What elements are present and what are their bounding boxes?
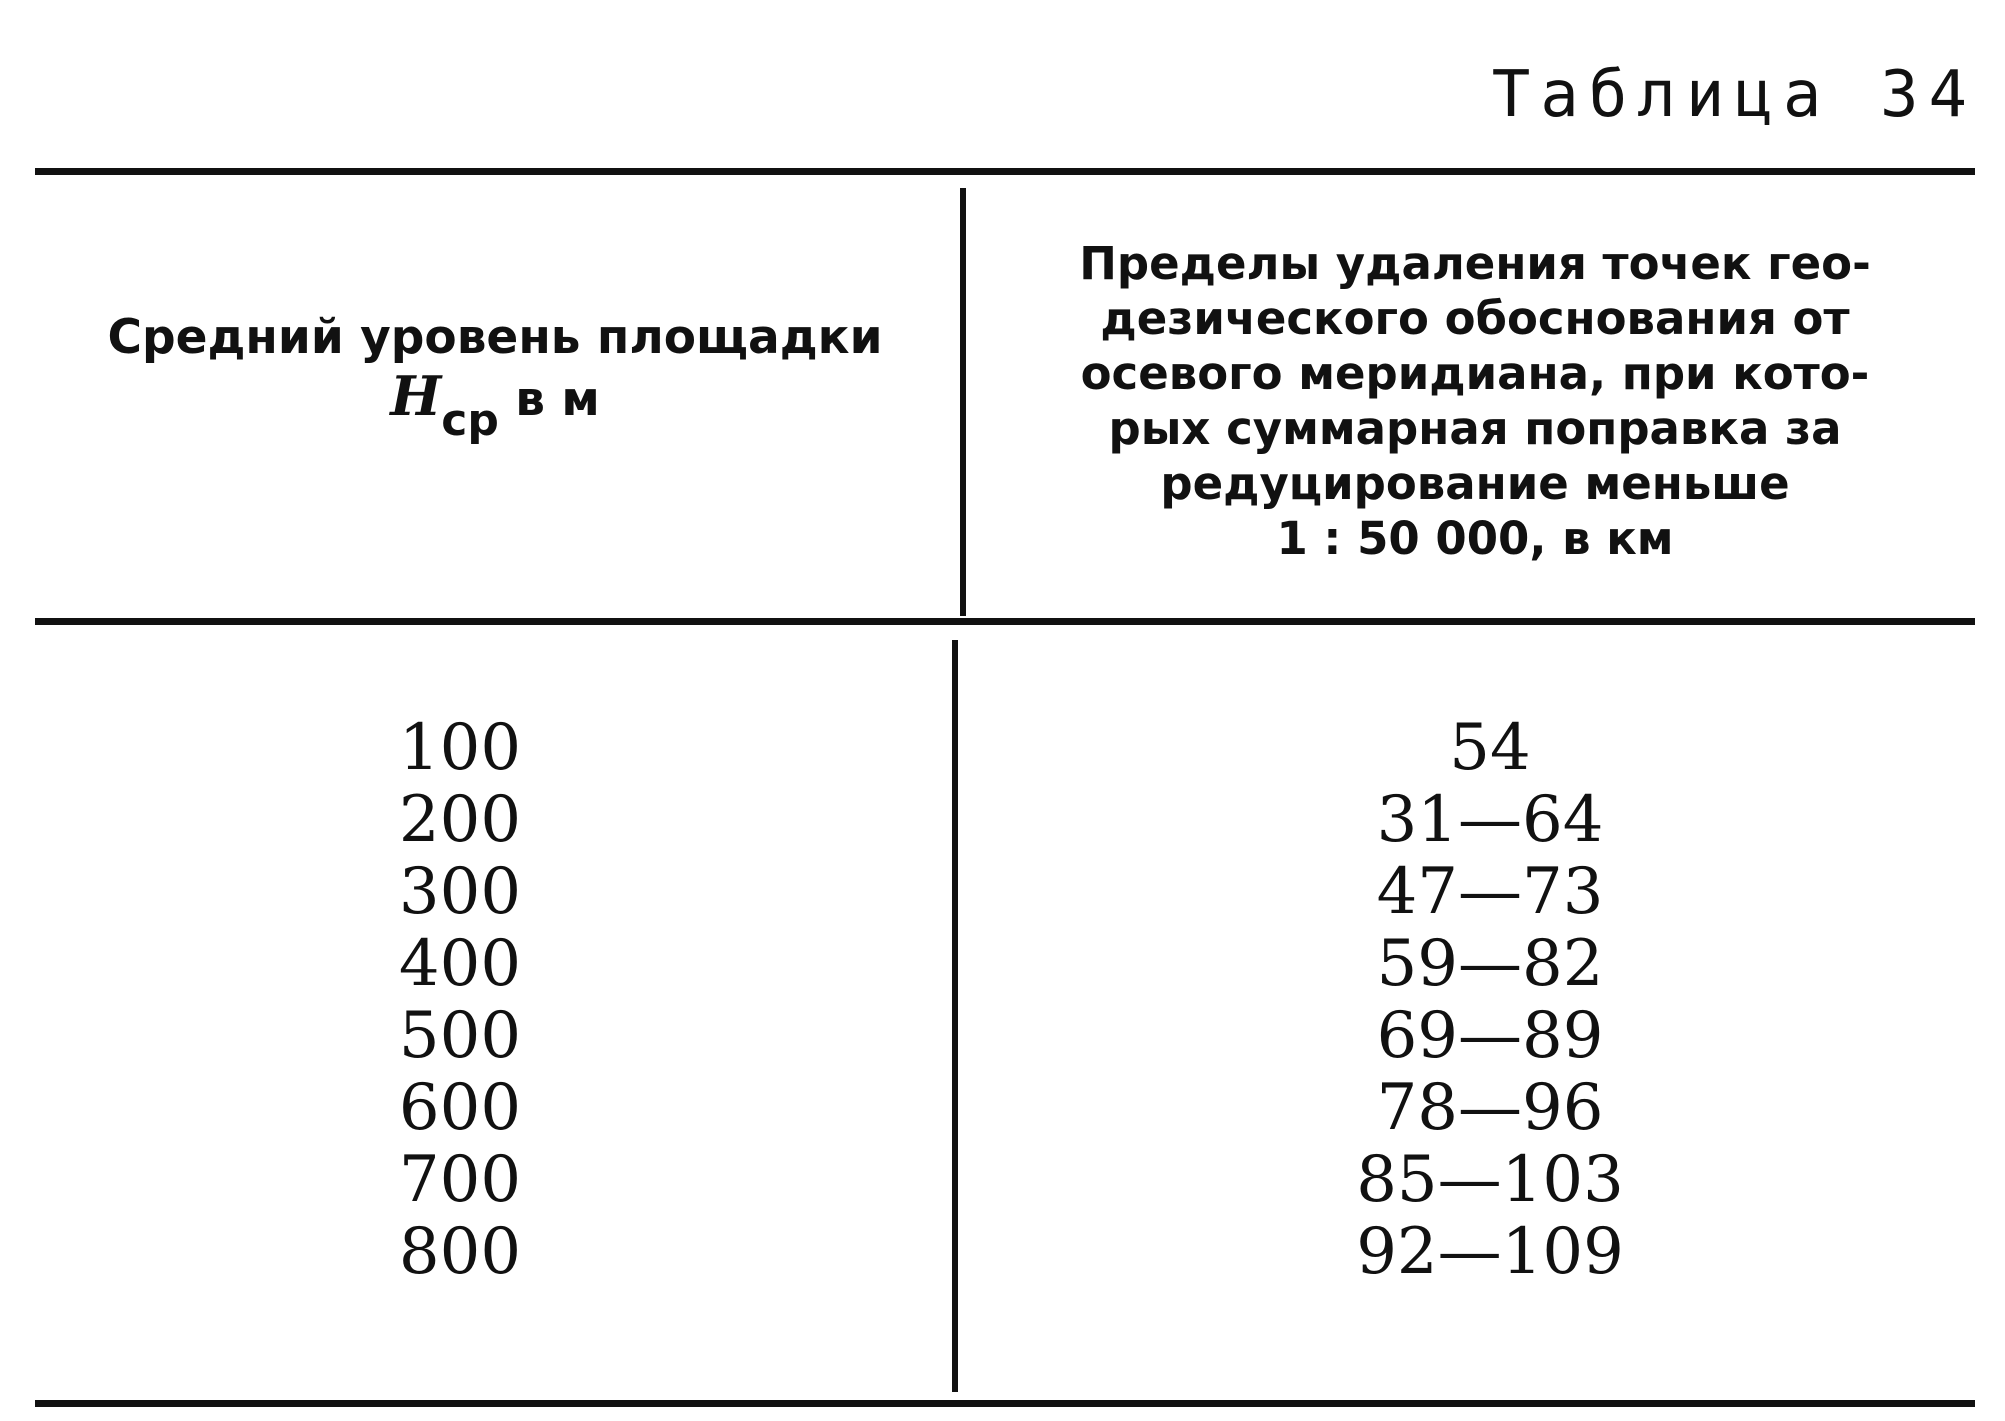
level-column [35, 712, 885, 1288]
range-cell: 31—64 [1376, 783, 1604, 857]
column-header-level [35, 310, 955, 446]
column-header-distance-line: редуцирование меньше [1160, 457, 1790, 510]
level-cell: 400 [398, 927, 522, 1001]
column-divider-header [960, 188, 966, 616]
h-symbol: H [390, 364, 442, 428]
column-header-distance-line: Пределы удаления точек гео- [1079, 237, 1871, 290]
column-divider-body [952, 640, 958, 1392]
column-header-distance [980, 236, 1970, 566]
h-subscript: ср [441, 395, 499, 446]
range-cell: 59—82 [1376, 927, 1604, 1001]
level-cell: 800 [398, 1215, 522, 1289]
level-cell: 700 [398, 1143, 522, 1217]
column-header-level-unit [35, 364, 955, 446]
range-cell: 92—109 [1356, 1215, 1624, 1289]
column-header-level-title: Средний уровень площадки [107, 310, 883, 365]
column-header-distance-line: осевого меридиана, при кото- [1080, 347, 1870, 400]
range-cell: 85—103 [1356, 1143, 1624, 1217]
range-cell: 47—73 [1376, 855, 1604, 929]
column-header-distance-line: рых суммарная поправка за [1108, 402, 1842, 455]
level-cell: 500 [398, 999, 522, 1073]
range-cell: 78—96 [1376, 1071, 1604, 1145]
header-rule [35, 618, 1975, 625]
top-rule [35, 168, 1975, 175]
level-cell: 600 [398, 1071, 522, 1145]
column-header-distance-line: 1 : 50 000, в км [1276, 512, 1674, 565]
level-cell: 200 [398, 783, 522, 857]
bottom-rule [35, 1400, 1975, 1407]
table-caption: Таблица 34 [1491, 58, 1977, 132]
distance-column [1140, 712, 1840, 1288]
range-cell: 69—89 [1376, 999, 1604, 1073]
column-header-distance-line: дезического обоснования от [1100, 292, 1850, 345]
range-cell: 54 [1449, 711, 1531, 785]
level-cell: 300 [398, 855, 522, 929]
unit-label: в м [515, 372, 600, 427]
level-cell: 100 [398, 711, 522, 785]
